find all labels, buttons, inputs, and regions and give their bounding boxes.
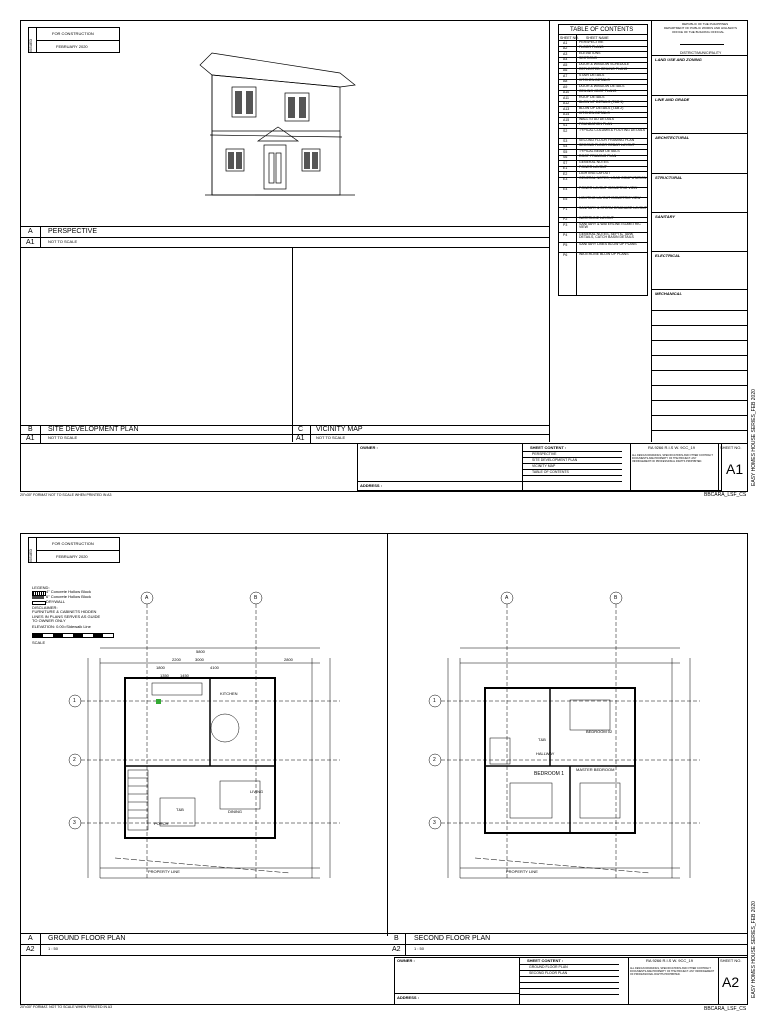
second-grid-3: 3 bbox=[433, 820, 436, 826]
toc-row-0-name: PERSPECTIVE bbox=[579, 39, 604, 44]
toc-row-13-name: KITCHEN DETAILS bbox=[579, 111, 610, 115]
toc-row-14-name: WALL STUD DETAILS bbox=[579, 116, 615, 121]
second-room-master: MASTER BEDROOM bbox=[576, 767, 615, 772]
toc-row-20-no: S6 bbox=[563, 155, 568, 159]
ground-grid-b: B bbox=[254, 595, 258, 601]
second-room-hallway: HALLWAY bbox=[536, 751, 555, 756]
gov-section-0: LAND USE AND ZONING bbox=[655, 57, 702, 62]
gov-district: DISTRICT/MUNICIPALITY bbox=[680, 51, 722, 55]
toc-row-4-no: A5 bbox=[563, 62, 568, 67]
toc-row-26-name: LIGHTING LAYOUT ISOMETRIC VIEW bbox=[579, 196, 641, 200]
scale-label: SCALE bbox=[32, 640, 46, 645]
stamp-line-2-2: FEBRUARY 2020 bbox=[56, 554, 88, 559]
toc-row-10-name: ROOF DETAILS bbox=[579, 94, 605, 99]
toc-row-15-name: FOUNDATION PLAN bbox=[579, 122, 612, 126]
toc-row-15-no: S1 bbox=[563, 123, 568, 127]
toc-row-1-name: FLOOR PLANS bbox=[579, 45, 604, 49]
toc-row-32-name: WATERLINE BLOW UP PLANS bbox=[579, 251, 629, 256]
toc-row-17-name: SECOND FLOOR FRAMING PLAN bbox=[579, 137, 635, 142]
toc-row-1-no: A2 bbox=[563, 46, 568, 50]
toc-row-2-name: ELEVATIONS bbox=[579, 50, 601, 55]
toc-row-28-no: P2 bbox=[563, 217, 568, 221]
legend-item-2: 6" Concrete Hollow Block bbox=[46, 594, 91, 599]
toc-row-24-no: E3 bbox=[563, 177, 568, 181]
ground-dim-6: 2200 bbox=[172, 657, 181, 662]
toc-row-4-name: DOOR & WINDOW SCHEDULE bbox=[579, 61, 630, 66]
ground-room-living: LIVING bbox=[250, 789, 264, 794]
toc-row-27-no: P1 bbox=[563, 207, 568, 211]
ground-room-tb: T&B bbox=[176, 807, 184, 812]
site-plan-scale: NOT TO SCALE bbox=[48, 435, 78, 440]
gov-section-4: SANITARY bbox=[655, 214, 676, 219]
toc-row-27-name: SANITARY & STORM DRAINAGE LAYOUT bbox=[579, 206, 647, 210]
ground-dim-5: 2800 bbox=[284, 657, 293, 662]
file-code-a2: BBCARA_LSF_CS bbox=[704, 1006, 747, 1012]
toc-row-7-no: A8 bbox=[563, 79, 568, 83]
format-note: 20"x30" FORMAT NOT TO SCALE WHEN PRINTED IN A3 bbox=[20, 493, 112, 497]
toc-row-9-name: CEILING JOIST PLANS bbox=[579, 89, 617, 93]
toc-row-19-name: TYPICAL BEAM DETAILS bbox=[579, 148, 620, 153]
stamp-line-2: FEBRUARY 2020 bbox=[56, 44, 88, 49]
second-plan-sheet: A2 bbox=[392, 946, 401, 953]
address-label-a1: ADDRESS : bbox=[360, 483, 383, 488]
ground-property-line: PROPERTY LINE bbox=[148, 869, 180, 874]
a2-content-0: GROUND FLOOR PLAN bbox=[529, 965, 568, 969]
format-note-2: 20"x30" FORMAT. NOT TO SCALE WHEN PRINTED IN A3 bbox=[20, 1005, 113, 1009]
series-label-a1: EASY HOMES HOUSE SERIES_FEB 2020 bbox=[751, 389, 757, 486]
toc-row-28-name: WATERLINE LAYOUT bbox=[579, 216, 614, 220]
toc-row-8-name: DOOR & WINDOW DETAILS bbox=[579, 83, 625, 88]
toc-row-29-no: P3 bbox=[563, 222, 568, 227]
ground-dim-8: 1450 bbox=[180, 673, 189, 678]
toc-row-31-no: P5 bbox=[563, 242, 568, 247]
toc-row-26-no: E5 bbox=[563, 197, 568, 201]
toc-row-3-no: A4 bbox=[563, 57, 568, 61]
a1-content-2: VICINITY MAP bbox=[532, 464, 556, 468]
toc-row-18-no: S4 bbox=[563, 144, 568, 148]
disclaimer-a2: ALL DESIGN DRAWINGS, SPECIFICATIONS AND OTHER CONTRACT DOCUMENTS ARE PROPERTY OF THE PROJECT. ANY INFRINGEMENT OF PROFESSIONAL RIGHTS PROHIBITED. bbox=[630, 967, 715, 976]
toc-row-24-name: GENERAL NOTES, LOAD COMPUTATION bbox=[579, 176, 647, 180]
toc-row-32-no: P6 bbox=[563, 252, 568, 257]
ground-dim-7: 1350 bbox=[160, 673, 169, 678]
legend-elevation: ELEVATION: 0.00=Sidewalk Line bbox=[32, 624, 91, 629]
site-plan-letter: B bbox=[28, 426, 33, 433]
second-floor-plan-drawing bbox=[420, 588, 720, 888]
ground-room-porch: PORCH bbox=[154, 821, 169, 826]
perspective-scale: NOT TO SCALE bbox=[48, 239, 78, 244]
second-plan-scale: 1 : 50 bbox=[414, 946, 425, 951]
ground-dim-3: 4100 bbox=[210, 665, 219, 670]
gov-section-2: ARCHITECTURAL bbox=[655, 135, 690, 140]
toc-row-13-no: A14 bbox=[563, 112, 570, 116]
vicinity-scale: NOT TO SCALE bbox=[316, 435, 346, 440]
ground-room-kitchen: KITCHEN bbox=[220, 691, 238, 696]
toc-row-10-no: A11 bbox=[563, 95, 569, 100]
legend-title: LEGEND: bbox=[32, 585, 50, 590]
sheet-content-label-a1: SHEET CONTENT : bbox=[530, 445, 567, 450]
sheet-no-a1: A1 bbox=[726, 461, 744, 477]
disclaimer-a1: ALL DESIGN DRAWINGS, SPECIFICATIONS AND OTHER CONTRACT DOCUMENTS ARE PROPERTY OF THE PROJECT. ANY INFRINGEMENT OF PROFESSIONAL RIGHTS PROHIBITED. bbox=[632, 454, 713, 463]
toc-row-2-no: A3 bbox=[563, 51, 568, 56]
toc-row-22-name: POWER LAYOUT bbox=[579, 165, 607, 169]
second-grid-a: A bbox=[505, 595, 509, 601]
address-label-a2: ADDRESS : bbox=[397, 995, 420, 1000]
perspective-letter: A bbox=[28, 228, 33, 235]
stamp-line-1: FOR CONSTRUCTION bbox=[52, 31, 94, 36]
ground-grid-1: 1 bbox=[73, 698, 76, 704]
a1-content-3: TABLE OF CONTENTS bbox=[532, 470, 569, 474]
gov-section-1: LINE AND GRADE bbox=[655, 97, 690, 102]
second-room-tb: T&B bbox=[538, 737, 546, 742]
second-plan-letter: B bbox=[394, 935, 399, 942]
toc-row-6-name: STAIR DETAILS bbox=[579, 72, 605, 77]
ground-plan-title: GROUND FLOOR PLAN bbox=[48, 935, 126, 942]
toc-row-11-no: A12 bbox=[563, 101, 570, 105]
a1-content-1: SITE DEVELOPMENT PLAN bbox=[532, 458, 578, 462]
ground-grid-a: A bbox=[145, 595, 149, 601]
gov-header-2: DEPARTMENT OF PUBLIC WORKS AND HIGHWAYS bbox=[664, 26, 738, 30]
ground-plan-letter: A bbox=[28, 935, 33, 942]
toc-row-5-name: REFLECTED CEILING PLANS bbox=[579, 67, 628, 71]
stamp-line-1-2: FOR CONSTRUCTION bbox=[52, 541, 94, 546]
a2-content-1: SECOND FLOOR PLAN bbox=[529, 971, 568, 975]
toc-row-30-name: GENERAL NOTES, SEPTIC TANK DETAILS, CATCH BASIN DETAILS bbox=[579, 231, 634, 240]
vicinity-letter: C bbox=[298, 426, 304, 433]
gov-section-6: MECHANICAL bbox=[655, 291, 682, 296]
toc-col2: SHEET NAME bbox=[586, 36, 609, 40]
perspective-title: PERSPECTIVE bbox=[48, 228, 98, 235]
ground-room-dining: DINING bbox=[228, 809, 242, 814]
designer-a1: RA 9266 R.I.S W. 9CC_19 bbox=[648, 445, 695, 450]
sheet-no-a2: A2 bbox=[722, 974, 740, 990]
second-property-line: PROPERTY LINE bbox=[506, 869, 538, 874]
toc-row-23-no: E2 bbox=[563, 171, 568, 176]
toc-row-14-no: A15 bbox=[563, 117, 570, 122]
perspective-sheet: A1 bbox=[26, 239, 35, 246]
toc-row-22-no: E1 bbox=[563, 166, 568, 170]
stamp-side-label: ISSUED bbox=[29, 38, 33, 52]
toc-row-25-no: E4 bbox=[563, 187, 568, 191]
toc-row-16-name: TYPICAL COLUMN & FOOTING DETAILS bbox=[579, 127, 646, 132]
toc-row-21-name: GENERAL NOTES bbox=[579, 159, 609, 164]
second-grid-1: 1 bbox=[433, 698, 436, 704]
gov-section-5: ELECTRICAL bbox=[655, 253, 681, 258]
house-perspective-drawing bbox=[190, 45, 365, 205]
ground-floor-plan-drawing bbox=[60, 588, 360, 888]
toc-row-12-name: BLOW UP DETAILS (T&B 2) bbox=[579, 105, 624, 110]
toc-row-17-no: S3 bbox=[563, 138, 568, 143]
sheet-content-label-a2: SHEET CONTENT : bbox=[527, 958, 564, 963]
sheet-no-label-a2: SHEET NO. bbox=[720, 958, 742, 963]
ground-grid-2: 2 bbox=[73, 757, 76, 763]
ground-grid-3: 3 bbox=[73, 820, 76, 826]
toc-row-8-no: A9 bbox=[563, 84, 568, 89]
toc-row-19-no: S5 bbox=[563, 149, 568, 154]
file-code-a1: BBCARA_LSF_CS bbox=[704, 492, 747, 498]
designer-a2: RA 9266 R.I.S W. 9CC_19 bbox=[646, 958, 693, 963]
toc-col1: SHEET NO. bbox=[560, 36, 579, 40]
legend-item-1: 4" Concrete Hollow Block bbox=[46, 589, 91, 594]
toc-row-11-name: BLOW UP DETAILS (T&B 1) bbox=[579, 100, 624, 104]
series-label-a2: EASY HOMES HOUSE SERIES_FEB 2020 bbox=[751, 901, 757, 998]
second-grid-b: B bbox=[614, 595, 618, 601]
gov-header-1: REPUBLIC OF THE PHILIPPINES bbox=[682, 22, 729, 26]
toc-row-3-name: SECTIONS bbox=[579, 56, 597, 60]
ground-dim-2: 1800 bbox=[156, 665, 165, 670]
gov-section-3: STRUCTURAL bbox=[655, 175, 683, 180]
toc-row-25-name: POWER LAYOUT ISOMETRIC VIEW bbox=[579, 186, 638, 190]
site-plan-sheet: A1 bbox=[26, 435, 35, 442]
ground-dim-1: 5800 bbox=[196, 649, 205, 654]
owner-label-a1: OWNER : bbox=[360, 445, 378, 450]
toc-row-16-no: S2 bbox=[563, 128, 568, 133]
toc-title: TABLE OF CONTENTS bbox=[570, 27, 634, 33]
ground-dim-4: 3000 bbox=[195, 657, 204, 662]
site-plan-title: SITE DEVELOPMENT PLAN bbox=[48, 426, 139, 433]
toc-row-29-name: SANITARY & WATERLINE ISOMETRIC VIEW bbox=[579, 221, 641, 230]
vicinity-title: VICINITY MAP bbox=[316, 426, 363, 433]
second-room-bedroom-1: BEDROOM 1 bbox=[534, 771, 565, 777]
toc-row-0-no: A1 bbox=[563, 40, 568, 45]
toc-row-21-no: S7 bbox=[563, 160, 568, 165]
toc-row-23-name: LIGHTING LAYOUT bbox=[579, 170, 611, 175]
legend-disclaimer: DISCLAIMER: FURNITURE & CABINETS HIDDEN LINES IN PLANS SERVES AS GUIDE TO OWNER ONLY bbox=[32, 605, 101, 624]
owner-label-a2: OWNER : bbox=[397, 958, 415, 963]
toc-row-20-name: ROOF FRAMING PLAN bbox=[579, 154, 617, 158]
second-grid-2: 2 bbox=[433, 757, 436, 763]
stamp-side-label-2: ISSUED bbox=[29, 548, 33, 562]
second-plan-title: SECOND FLOOR PLAN bbox=[414, 935, 491, 942]
toc-row-31-name: SANITARY LINES BLOW UP PLANS bbox=[579, 241, 637, 246]
ground-plan-scale: 1 : 50 bbox=[48, 946, 59, 951]
toc-row-6-no: A7 bbox=[563, 73, 568, 78]
gov-header-3: OFFICE OF THE BUILDING OFFICIAL bbox=[672, 30, 725, 34]
ground-plan-sheet: A2 bbox=[26, 946, 35, 953]
vicinity-sheet: A1 bbox=[296, 435, 305, 442]
toc-row-18-name: SECOND FLOOR REBAR LAYOUT bbox=[579, 143, 635, 147]
second-room-bedroom-2: BEDROOM 02 bbox=[586, 729, 613, 734]
a1-content-0: PERSPECTIVE bbox=[532, 452, 557, 456]
toc-row-7-name: KITCHEN DETAILS bbox=[579, 78, 610, 82]
toc-row-9-no: A10 bbox=[563, 90, 570, 94]
legend-item-3: DRYWALL bbox=[46, 599, 66, 604]
toc-row-30-no: P4 bbox=[563, 232, 568, 237]
toc-row-5-no: A6 bbox=[563, 68, 568, 72]
sheet-no-label-a1: SHEET NO. bbox=[720, 445, 742, 450]
toc-row-12-no: A13 bbox=[563, 106, 570, 111]
